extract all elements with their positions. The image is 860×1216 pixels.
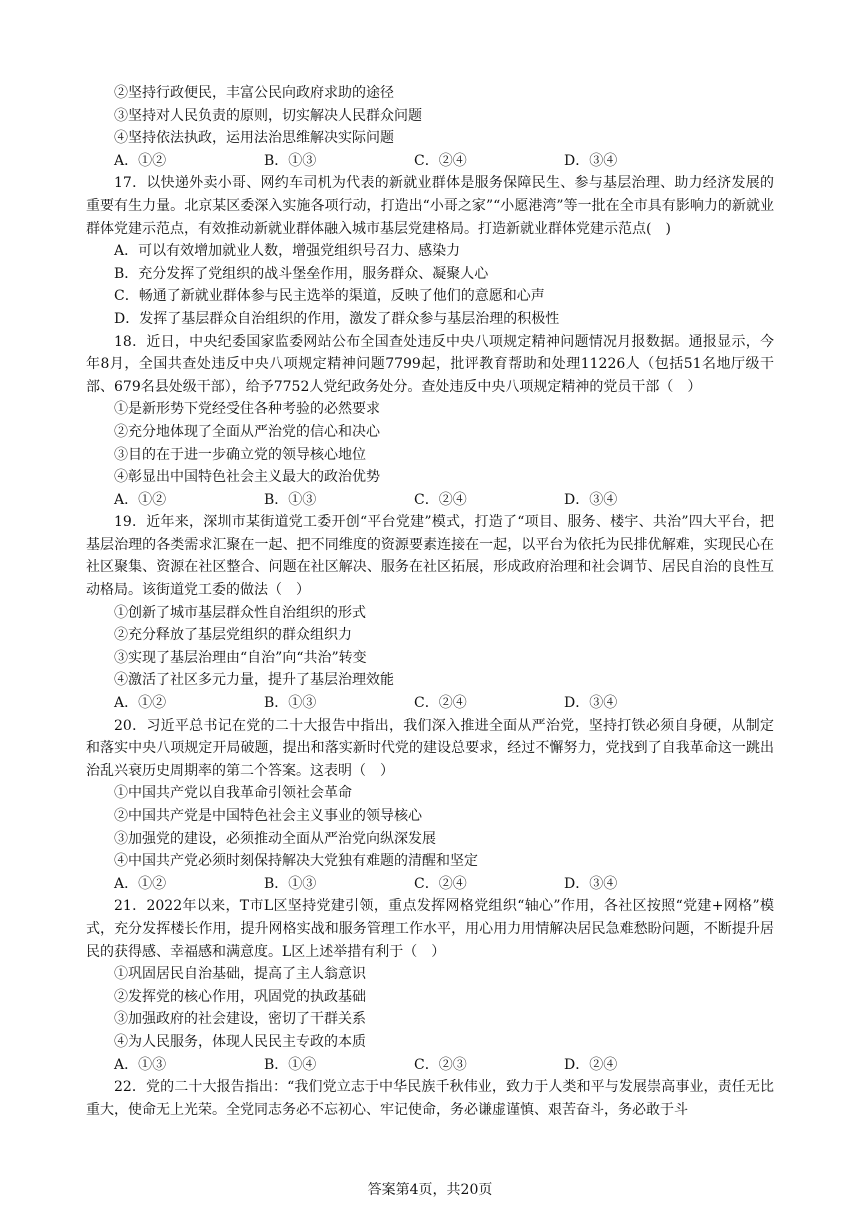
- question-stem: 19．近年来，深圳市某街道党工委开创“平台党建”模式，打造了“项目、服务、楼宇、共治”四大平台，把基层治理的各类需求汇聚在一起、把不同维度的资源要素连接在一起，以平台为依托为民排优解难，实现民心在社区聚集、资源在社区整合、问题在社区解决、服务在社区拓展，形成政府治理和社会调节、居民自治的良性互动格局。该街道党工委的做法（ ）: [86, 514, 774, 599]
- option-line: ②坚持行政便民，丰富公民向政府求助的途径: [114, 85, 394, 101]
- option-line: ④坚持依法执政，运用法治思维解决实际问题: [114, 130, 394, 147]
- choice-b: B．①③: [264, 152, 317, 169]
- option-line: ①是新形势下党经受住各种考验的必然要求: [114, 401, 380, 418]
- option-line: C．畅通了新就业群体参与民主选举的渠道，反映了他们的意愿和心声: [114, 288, 545, 305]
- question-16-tail: [86, 82, 774, 172]
- choice-c: C．②④: [414, 152, 467, 169]
- question-stem: 18．近日，中央纪委国家监委网站公布全国查处违反中央八项规定精神问题情况月报数据。通报显示，今年8月，全国共查处违反中央八项规定精神问题7799起，批评教育帮助和处理11226人（包括51名地厅级干部、679名县处级干部），给予7752人党纪政务处分。查处违反中央八项规定精神的党员干部（ ）: [86, 333, 774, 395]
- question-17: [86, 172, 774, 330]
- choice-a: A．①②: [114, 695, 167, 712]
- question-18: [86, 331, 774, 512]
- option-line: ③实现了基层治理由“自治”向“共治”转变: [114, 649, 367, 666]
- answer-choices: [86, 1054, 774, 1077]
- option-line: A．可以有效增加就业人数，增强党组织号召力、感染力: [114, 243, 461, 260]
- question-stem: 17．以快递外卖小哥、网约车司机为代表的新就业群体是服务保障民生、参与基层治理、助力经济发展的重要有生力量。北京某区委深入实施各项行动，打造出“小哥之家”“小愿港湾”等一批在全市具有影响力的新就业群体党建示范点，有效推动新就业群体融入城市基层党建格局。打造新就业群体党建示范点( ): [86, 175, 774, 237]
- option-line: ①创新了城市基层群众性自治组织的形式: [114, 604, 366, 621]
- choice-b: B．①④: [264, 1056, 317, 1073]
- option-line: ①中国共产党以自我革命引领社会革命: [114, 785, 352, 802]
- choice-a: A．①②: [114, 491, 167, 508]
- choice-d: D．②④: [564, 1056, 618, 1073]
- option-line: ④彰显出中国特色社会主义最大的政治优势: [114, 469, 380, 486]
- option-line: ②发挥党的核心作用，巩固党的执政基础: [114, 988, 366, 1005]
- choice-a: A．①②: [114, 152, 167, 169]
- choice-b: B．①③: [264, 491, 317, 508]
- choice-a: A．①③: [114, 1056, 167, 1073]
- option-line: ③加强党的建设，必须推动全面从严治党向纵深发展: [114, 830, 436, 847]
- answer-choices: [86, 150, 774, 173]
- option-line: ③目的在于进一步确立党的领导核心地位: [114, 446, 366, 463]
- option-line: D．发挥了基层群众自治组织的作用，激发了群众参与基层治理的积极性: [114, 310, 560, 327]
- option-line: ④为人民服务，体现人民民主专政的本质: [114, 1033, 366, 1050]
- option-line: ③加强政府的社会建设，密切了干群关系: [114, 1011, 366, 1028]
- choice-d: D．③④: [564, 875, 618, 892]
- option-line: ④激活了社区多元力量，提升了基层治理效能: [114, 672, 394, 689]
- answer-choices: [86, 489, 774, 512]
- question-stem: 22．党的二十大报告指出：“我们党立志于中华民族千秋伟业，致力于人类和平与发展崇高事业，责任无比重大，使命无上光荣。全党同志务必不忘初心、牢记使命，务必谦虚谨慎、艰苦奋斗，务必敢于斗: [86, 1079, 774, 1118]
- choice-c: C．②③: [414, 1056, 467, 1073]
- option-line: ②充分释放了基层党组织的群众组织力: [114, 627, 352, 644]
- answer-choices: [86, 692, 774, 715]
- option-line: B．充分发挥了党组织的战斗堡垒作用，服务群众、凝聚人心: [114, 265, 489, 282]
- choice-d: D．③④: [564, 695, 618, 712]
- choice-c: C．②④: [414, 695, 467, 712]
- option-line: ②充分地体现了全面从严治党的信心和决心: [114, 423, 380, 440]
- question-stem: 20．习近平总书记在党的二十大报告中指出，我们深入推进全面从严治党，坚持打铁必须自身硬，从制定和落实中央八项规定开局破题，提出和落实新时代党的建设总要求，经过不懈努力，党找到了自我革命这一跳出治乱兴衰历史周期率的第二个答案。这表明（ ）: [86, 717, 774, 779]
- choice-c: C．②④: [414, 491, 467, 508]
- question-19: [86, 511, 774, 714]
- answer-choices: [86, 873, 774, 896]
- option-line: ②中国共产党是中国特色社会主义事业的领导核心: [114, 808, 422, 824]
- option-line: ④中国共产党必须时刻保持解决大党独有难题的清醒和坚定: [114, 853, 478, 870]
- choice-b: B．①③: [264, 875, 317, 892]
- option-line: ③坚持对人民负责的原则，切实解决人民群众问题: [114, 107, 422, 124]
- page-footer: 答案第4页，共20页: [367, 1182, 493, 1198]
- choice-a: A．①②: [114, 875, 167, 892]
- question-21: [86, 895, 774, 1076]
- question-20: [86, 715, 774, 896]
- option-line: ①巩固居民自治基础，提高了主人翁意识: [114, 966, 366, 983]
- choice-d: D．③④: [564, 491, 618, 508]
- question-22: [86, 1076, 774, 1121]
- choice-b: B．①③: [264, 695, 317, 712]
- choice-c: C．②④: [414, 875, 467, 892]
- question-stem: 21．2022年以来，T市L区坚持党建引领，重点发挥网格党组织“轴心”作用，各社区按照“党建+网格”模式，充分发挥楼长作用，提升网格实战和服务管理工作水平，用心用力用情解决居民急难愁盼问题，不断提升居民的获得感、幸福感和满意度。L区上述举措有利于（ ）: [86, 898, 774, 960]
- choice-d: D．③④: [564, 152, 618, 169]
